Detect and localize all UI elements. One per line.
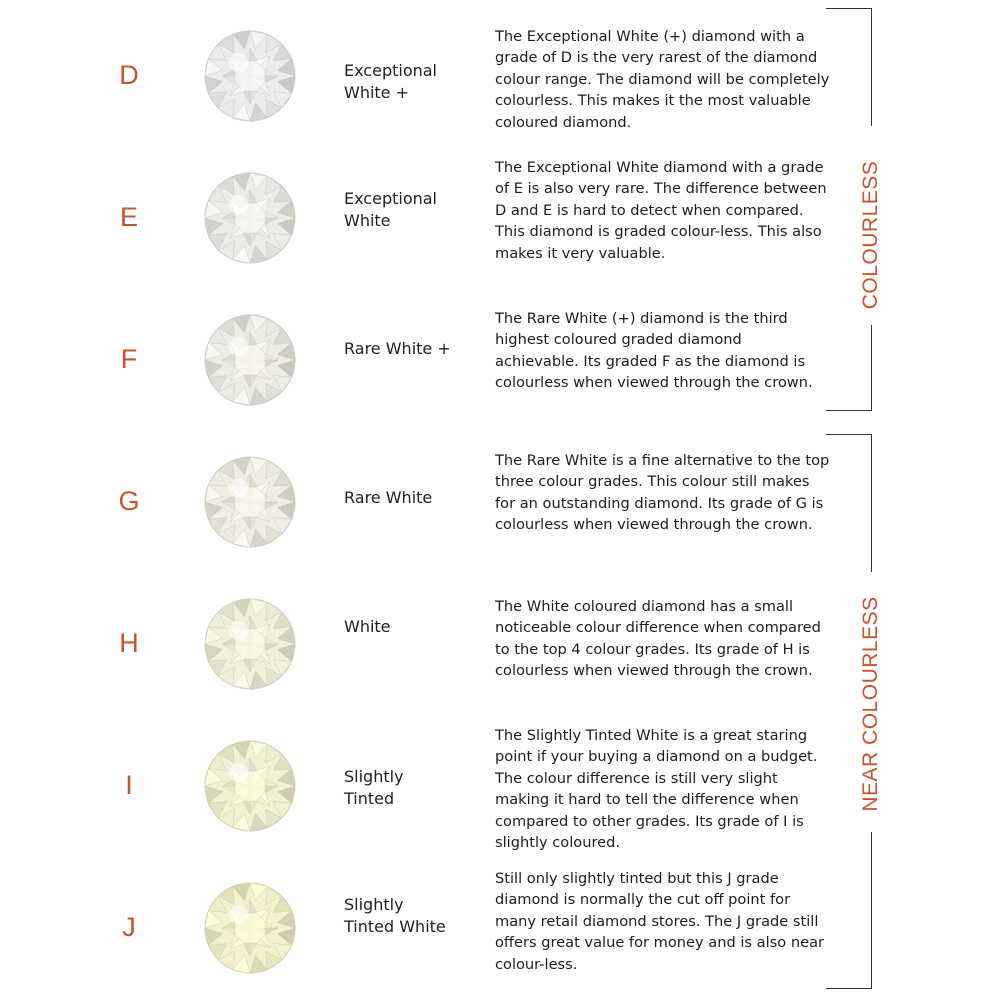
- grade-description: The Exceptional White diamond with a grade of E is also very rare. The difference between D and E is hard to detect when compared. This diamond is graded colour-less. This also makes it very valuable.: [495, 159, 827, 262]
- bracket-bottom-tick: [826, 988, 872, 989]
- grade-letter: D: [119, 60, 139, 90]
- grade-description: The Rare White is a fine alternative to the top three colour grades. This colour still makes for an outstanding diamond. Its grade of G is colourless when viewed through the crown.: [495, 452, 830, 534]
- grade-name: [344, 487, 484, 509]
- bracket-bottom-tick: [826, 410, 872, 411]
- grade-letter: F: [120, 344, 138, 374]
- grade-name-line: Exceptional: [344, 189, 437, 208]
- grade-name-line: White: [344, 211, 391, 230]
- diamond-icon: [202, 738, 298, 834]
- diamond-icon: [202, 596, 298, 692]
- bracket-top-tick: [826, 434, 872, 435]
- near-colourless-label: NEAR COLOURLESS: [859, 596, 882, 812]
- grade-name: [344, 766, 484, 810]
- grade-letter: I: [125, 770, 133, 800]
- grade-name: [344, 616, 484, 638]
- grade-name-line: White +: [344, 83, 410, 102]
- grade-name-line: Tinted White: [344, 917, 446, 936]
- bracket-upper-stem: [871, 434, 872, 572]
- bracket-lower-stem: [871, 325, 872, 410]
- grade-row-d: [0, 2, 840, 144]
- grade-name: [344, 338, 484, 360]
- grade-name-line: Slightly: [344, 767, 404, 786]
- bracket-upper-stem: [871, 8, 872, 126]
- diamond-icon: [202, 28, 298, 124]
- diamond-icon: [202, 454, 298, 550]
- grade-name: [344, 60, 484, 104]
- colourless-label: COLOURLESS: [859, 160, 882, 310]
- grade-letter: E: [119, 202, 138, 232]
- grade-description: The Slightly Tinted White is a great staring point if your buying a diamond on a budget. The colour difference is still very slight making it hard to tell the difference when compared to other grades. Its grade of I is slightly coloured.: [495, 727, 818, 852]
- grade-row-e: [0, 144, 840, 286]
- grade-name-line: Tinted: [344, 789, 395, 808]
- grade-letter: H: [119, 628, 139, 658]
- grade-description: The White coloured diamond has a small noticeable colour difference when compared to the top 4 colour grades. Its grade of H is colourless when viewed through the crown.: [495, 598, 821, 680]
- bracket-lower-stem: [871, 832, 872, 988]
- grade-letter: J: [122, 912, 136, 942]
- grade-name-line: Rare White +: [344, 339, 451, 358]
- diamond-icon: [202, 312, 298, 408]
- grade-row-h: [0, 570, 840, 712]
- grade-name: [344, 894, 484, 938]
- grade-row-j: [0, 854, 840, 996]
- grade-description: The Exceptional White (+) diamond with a grade of D is the very rarest of the diamond colour range. The diamond will be completely colourless. This makes it the most valuable coloured diamond.: [495, 28, 830, 131]
- diamond-icon: [202, 170, 298, 266]
- grade-letter: G: [118, 486, 140, 516]
- grade-name-line: White: [344, 617, 391, 636]
- grade-row-g: [0, 428, 840, 570]
- diamond-icon: [202, 880, 298, 976]
- grade-name-line: Rare White: [344, 488, 433, 507]
- grade-description: Still only slightly tinted but this J grade diamond is normally the cut off point for many retail diamond stores. The J grade still offers great value for money and is also near colour-less.: [495, 870, 825, 973]
- grade-name-line: Slightly: [344, 895, 404, 914]
- grade-name-line: Exceptional: [344, 61, 437, 80]
- grade-row-i: [0, 712, 840, 854]
- grade-row-f: [0, 286, 840, 428]
- bracket-top-tick: [826, 8, 872, 9]
- grade-description: The Rare White (+) diamond is the third highest coloured graded diamond achievable. Its graded F as the diamond is colourless when viewed through the crown.: [495, 310, 813, 392]
- grade-name: [344, 188, 484, 232]
